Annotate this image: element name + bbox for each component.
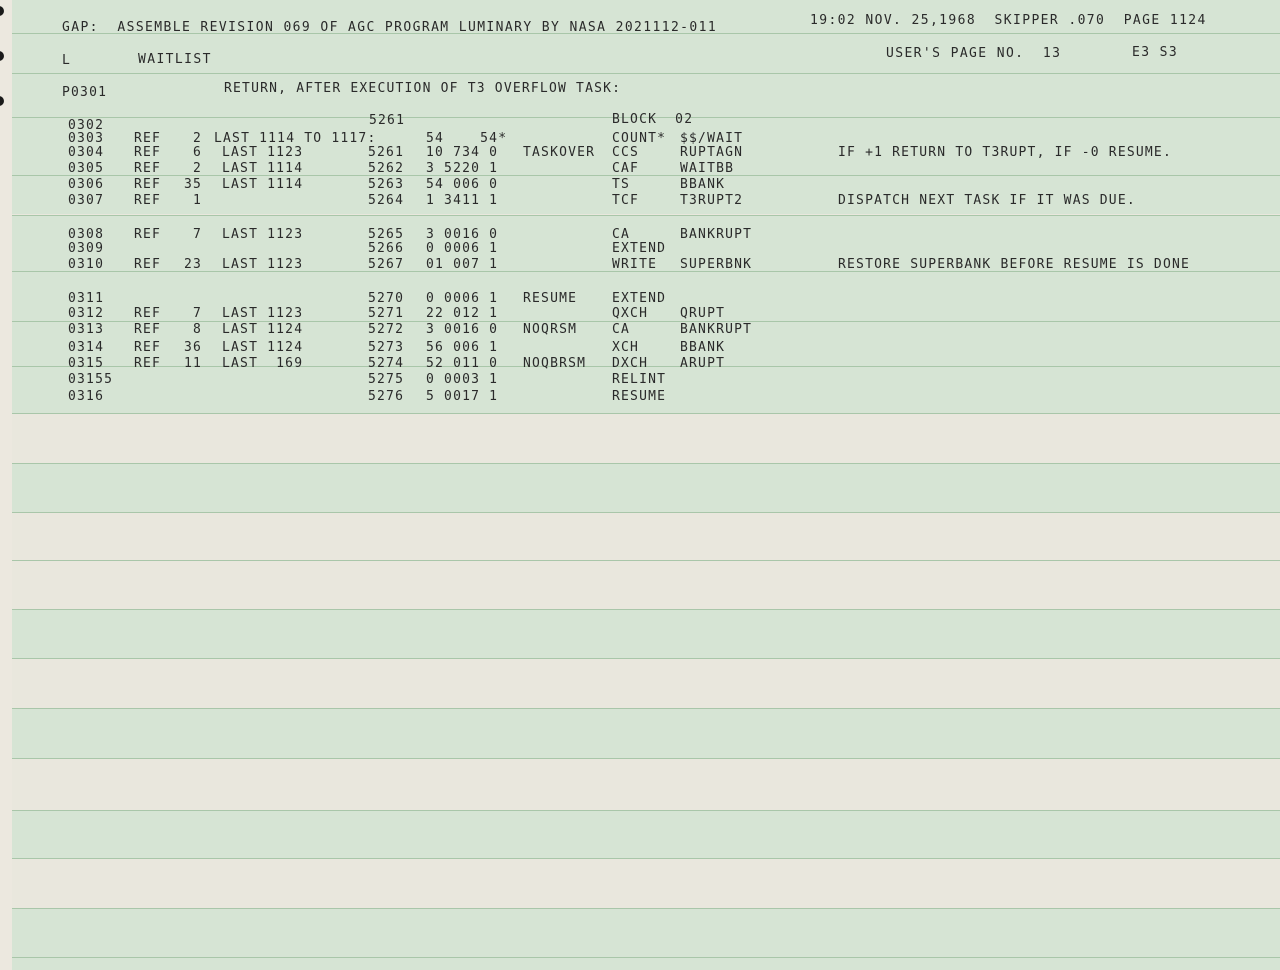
ruled-line [12,463,1280,464]
last-ref: LAST 1124 [222,340,304,355]
line-number: 0309 [68,241,105,256]
octal-code: 10 734 0 [426,145,499,160]
address: 5274 [368,356,405,371]
line-number: 0306 [68,177,105,192]
ref-count: 7 [192,227,202,242]
octal-code: 3 0016 0 [426,322,499,337]
ruled-line [12,215,1280,216]
octal-code: 3 5220 1 [426,161,499,176]
address: 5273 [368,340,405,355]
ref-count: 23 [183,257,202,272]
ref-count: 36 [183,340,202,355]
ref-field: REF [134,145,162,160]
line-number: 03155 [68,372,114,387]
header-timestamp: 19:02 NOV. 25,1968 SKIPPER .070 PAGE 1124 [810,13,1207,28]
ruled-line [12,512,1280,513]
opcode: RESUME [612,389,667,404]
ruled-line [12,321,1280,322]
header-user-page: USER'S PAGE NO. 13 [886,46,1062,61]
last-ref: LAST 1123 [222,257,304,272]
address: 5261 [368,145,405,160]
block-loc: 5261 [369,113,406,128]
opcode: EXTEND [612,241,667,256]
block-text: BLOCK 02 [612,112,694,127]
line-number: 0305 [68,161,105,176]
paper-band [12,708,1280,758]
operand: BBANK [680,340,726,355]
last-ref: LAST 1114 TO 1117: [214,131,377,146]
opcode: XCH [612,340,640,355]
paper-band [12,858,1280,908]
octal-code: 0 0006 1 [426,241,499,256]
paper-band [12,908,1280,970]
ruled-line [12,957,1280,958]
octal-code: 0 0003 1 [426,372,499,387]
ruled-line [12,758,1280,759]
opcode: CCS [612,145,640,160]
ruled-line [12,908,1280,909]
header-log-section: WAITLIST [138,52,212,67]
line-number: 0310 [68,257,105,272]
opcode: TCF [612,193,640,208]
ruled-line [12,708,1280,709]
paper-band [12,758,1280,810]
opcode: CAF [612,161,640,176]
octal-code: 0 0006 1 [426,291,499,306]
operand: SUPERBNK [680,257,753,272]
ruled-line [12,175,1280,176]
operand: ARUPT [680,356,726,371]
operand: RUPTAGN [680,145,744,160]
address: 5265 [368,227,405,242]
ref-field: REF [134,177,162,192]
address: 5275 [368,372,405,387]
operand: BANKRUPT [680,322,753,337]
address: 5266 [368,241,405,256]
opcode: WRITE [612,257,658,272]
symbol-label: NOQBRSM [523,356,587,371]
feed-hole [0,96,4,106]
symbol-label: RESUME [523,291,578,306]
octal-code: 1 3411 1 [426,193,499,208]
ref-field: REF [134,306,162,321]
opcode: RELINT [612,372,667,387]
address: 5276 [368,389,405,404]
ref-field: REF [134,322,162,337]
ref-count: 2 [192,131,202,146]
ruled-line [12,658,1280,659]
paper-band [12,512,1280,610]
comment-line-id: P0301 [62,85,108,100]
ref-field: REF [134,161,162,176]
operand: QRUPT [680,306,726,321]
octal-code: 3 0016 0 [426,227,499,242]
ref-count: 35 [183,177,202,192]
symbol-label: TASKOVER [523,145,596,160]
operand: BANKRUPT [680,227,753,242]
octal-code: 54 54* [426,131,508,146]
line-number: 0307 [68,193,105,208]
ref-count: 1 [192,193,202,208]
comment-line-text: RETURN, AFTER EXECUTION OF T3 OVERFLOW TASK: [224,81,622,96]
operand: T3RUPT2 [680,193,744,208]
header-title: GAP: ASSEMBLE REVISION 069 OF AGC PROGRAM LUMINARY BY NASA 2021112-011 [62,20,718,35]
opcode: DXCH [612,356,649,371]
ref-field: REF [134,131,162,146]
last-ref: LAST 1123 [222,227,304,242]
octal-code: 01 007 1 [426,257,499,272]
octal-code: 52 011 0 [426,356,499,371]
last-ref: LAST 1114 [222,177,304,192]
operand: $$/WAIT [680,131,744,146]
ref-count: 11 [183,356,202,371]
paper-band [12,610,1280,658]
comment: DISPATCH NEXT TASK IF IT WAS DUE. [838,193,1136,208]
octal-code: 22 012 1 [426,306,499,321]
operand: WAITBB [680,161,735,176]
address: 5272 [368,322,405,337]
opcode: CA [612,322,631,337]
line-number: 0311 [68,291,105,306]
line-number: 0314 [68,340,105,355]
operand: BBANK [680,177,726,192]
ref-count: 7 [192,306,202,321]
comment: IF +1 RETURN TO T3RUPT, IF -0 RESUME. [838,145,1172,160]
paper-band [12,658,1280,708]
address: 5262 [368,161,405,176]
ruled-line [12,858,1280,859]
header-code: E3 S3 [1132,45,1179,60]
feed-hole [0,51,4,61]
opcode: COUNT* [612,131,667,146]
octal-code: 5 0017 1 [426,389,499,404]
opcode: EXTEND [612,291,667,306]
ref-field: REF [134,193,162,208]
line-number: 0312 [68,306,105,321]
ref-field: REF [134,257,162,272]
line-number: 0308 [68,227,105,242]
line-number: 0313 [68,322,105,337]
ruled-line [12,810,1280,811]
octal-code: 56 006 1 [426,340,499,355]
paper-band [12,810,1280,858]
address: 5267 [368,257,405,272]
opcode: TS [612,177,631,192]
ruled-line [12,413,1280,414]
ruled-line [12,560,1280,561]
feed-hole [0,6,4,16]
header-listing-code: L [62,53,72,68]
last-ref: LAST 169 [222,356,304,371]
address: 5264 [368,193,405,208]
address: 5263 [368,177,405,192]
ruled-line [12,609,1280,610]
ruled-line [12,73,1280,74]
last-ref: LAST 1114 [222,161,304,176]
ref-count: 2 [192,161,202,176]
line-number: 0303 [68,131,105,146]
line-number: 0302 [68,118,105,133]
line-number: 0315 [68,356,105,371]
ref-count: 8 [192,322,202,337]
ref-count: 6 [192,145,202,160]
last-ref: LAST 1123 [222,306,304,321]
opcode: QXCH [612,306,649,321]
ref-field: REF [134,227,162,242]
opcode: CA [612,227,631,242]
symbol-label: NOQRSM [523,322,578,337]
address: 5271 [368,306,405,321]
paper-band [12,414,1280,464]
octal-code: 54 006 0 [426,177,499,192]
comment: RESTORE SUPERBANK BEFORE RESUME IS DONE [838,257,1191,272]
ref-field: REF [134,340,162,355]
paper-band [12,464,1280,512]
line-number: 0316 [68,389,105,404]
address: 5270 [368,291,405,306]
last-ref: LAST 1124 [222,322,304,337]
last-ref: LAST 1123 [222,145,304,160]
line-number: 0304 [68,145,105,160]
ref-field: REF [134,356,162,371]
